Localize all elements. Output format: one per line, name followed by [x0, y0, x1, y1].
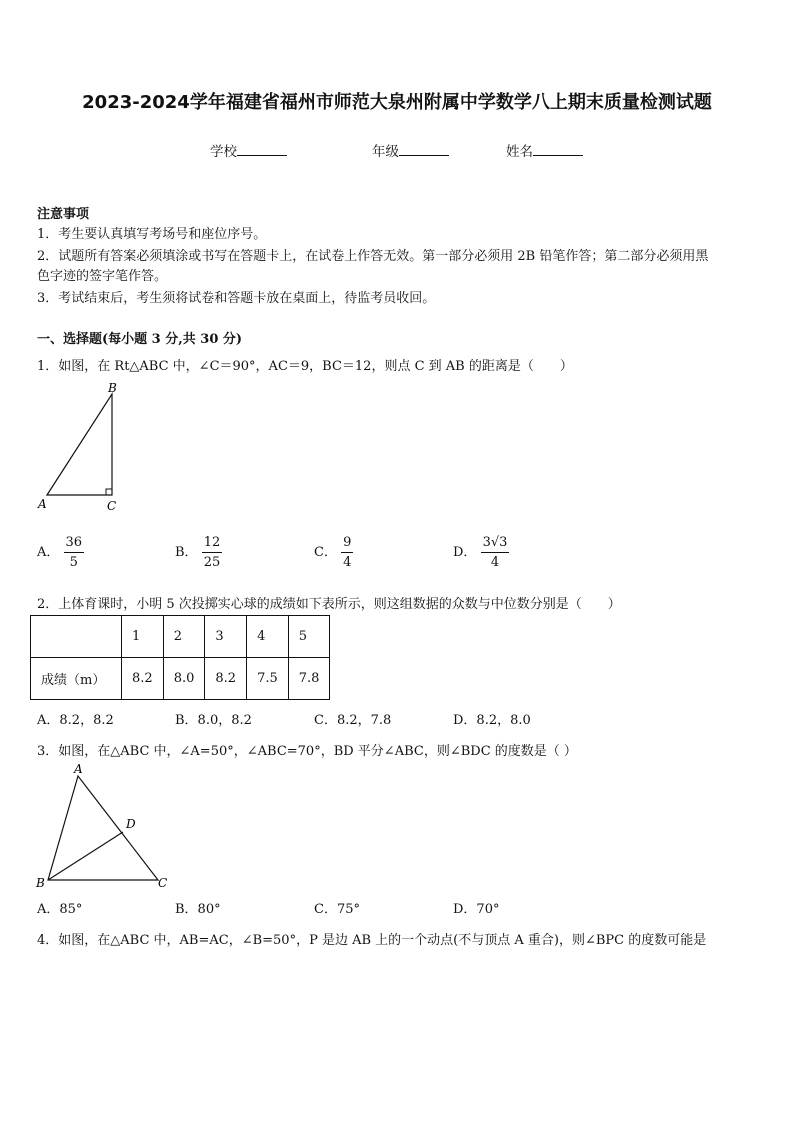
option-letter: D．: [453, 545, 477, 560]
grade-field: [372, 140, 449, 160]
table-cell: 8.0: [163, 658, 205, 700]
q3-triangle: [48, 776, 158, 880]
grade-label: 年级: [372, 144, 399, 160]
name-blank[interactable]: [533, 141, 583, 156]
table-row: [31, 616, 330, 658]
school-label: 学校: [210, 144, 237, 160]
fraction: [64, 535, 85, 570]
q3-label-c: C: [158, 876, 168, 890]
q3-option-a[interactable]: A．85°: [37, 902, 83, 917]
q1-right-angle-mark: [106, 489, 112, 495]
fraction: [341, 535, 353, 570]
option-letter: C．: [314, 545, 337, 560]
q3-label-b: B: [36, 876, 45, 890]
school-field: [210, 140, 287, 160]
table-cell: 5: [288, 616, 330, 658]
denominator: 5: [69, 555, 78, 570]
denominator: 25: [203, 555, 221, 570]
q2-score-table: [30, 615, 330, 700]
q3-option-d[interactable]: D．70°: [453, 902, 500, 917]
section-heading: 一、选择题(每小题 3 分,共 30 分): [37, 332, 243, 347]
q2-option-b[interactable]: B．8.0，8.2: [175, 713, 252, 728]
name-field: [506, 140, 583, 160]
q1-option-d[interactable]: [453, 535, 509, 570]
note-item: 3．考试结束后，考生须将试卷和答题卡放在桌面上，待监考员收回。: [37, 291, 436, 306]
table-cell: 7.8: [288, 658, 330, 700]
option-letter: A．: [37, 545, 60, 560]
grade-blank[interactable]: [399, 141, 449, 156]
q1-triangle-figure: [30, 380, 140, 515]
q1-label-a: A: [38, 497, 47, 511]
q2-stem: 2．上体育课时，小明 5 次投掷实心球的成绩如下表所示，则这组数据的众数与中位数分别是（ ）: [37, 597, 621, 612]
q1-label-c: C: [107, 499, 117, 513]
table-row: [31, 658, 330, 700]
q1-stem: 1．如图，在 Rt△ABC 中，∠C＝90°，AC＝9，BC＝12，则点 C 到 AB 的距离是（ ）: [37, 359, 573, 374]
note-item: 1．考生要认真填写考场号和座位序号。: [37, 227, 267, 242]
q3-option-c[interactable]: C．75°: [314, 902, 360, 917]
numerator: 36: [64, 535, 85, 553]
table-cell: 1: [122, 616, 164, 658]
q1-option-b[interactable]: [175, 535, 222, 570]
table-cell: 7.5: [247, 658, 289, 700]
q3-triangle-figure: [30, 760, 180, 895]
denominator: 4: [490, 555, 500, 570]
numerator: 12: [202, 535, 223, 553]
note-item: 2．试题所有答案必须填涂或书写在答题卡上，在试卷上作答无效。第一部分必须用 2B 铅笔作答；第二部分必须用黑: [37, 249, 709, 264]
option-letter: B．: [175, 545, 198, 560]
q4-stem: 4．如图，在△ABC 中，AB=AC，∠B=50°，P 是边 AB 上的一个动点(不与顶点 A 重合)，则∠BPC 的度数可能是: [37, 933, 707, 948]
notes-heading: 注意事项: [37, 207, 90, 222]
table-cell: 8.2: [122, 658, 164, 700]
table-cell: 成绩（m）: [31, 658, 122, 700]
table-cell: 2: [163, 616, 205, 658]
q1-label-b: B: [108, 381, 117, 395]
numerator: 3√3: [481, 535, 510, 553]
q3-label-d: D: [126, 817, 136, 831]
q1-option-a[interactable]: [37, 535, 84, 570]
q1-option-c[interactable]: [314, 535, 353, 570]
table-cell: 4: [247, 616, 289, 658]
q3-option-b[interactable]: B．80°: [175, 902, 221, 917]
numerator: 9: [341, 535, 353, 553]
q2-option-d[interactable]: D．8.2，8.0: [453, 713, 531, 728]
q3-stem: 3．如图，在△ABC 中，∠A=50°，∠ABC=70°，BD 平分∠ABC，则∠BDC 的度数是（ ）: [37, 744, 577, 759]
q2-option-c[interactable]: C．8.2，7.8: [314, 713, 392, 728]
table-cell: 8.2: [205, 658, 247, 700]
q3-label-a: A: [74, 762, 83, 776]
table-cell: 3: [205, 616, 247, 658]
page-title: 2023-2024学年福建省福州市师范大泉州附属中学数学八上期末质量检测试题: [82, 92, 712, 113]
name-label: 姓名: [506, 144, 533, 160]
table-cell: [31, 616, 122, 658]
fraction: [202, 535, 223, 570]
school-blank[interactable]: [237, 141, 287, 156]
q1-triangle: [47, 394, 112, 495]
denominator: 4: [343, 555, 352, 570]
fraction: [481, 535, 510, 570]
q2-option-a[interactable]: A．8.2，8.2: [37, 713, 114, 728]
note-item: 色字迹的签字笔作答。: [37, 269, 168, 284]
